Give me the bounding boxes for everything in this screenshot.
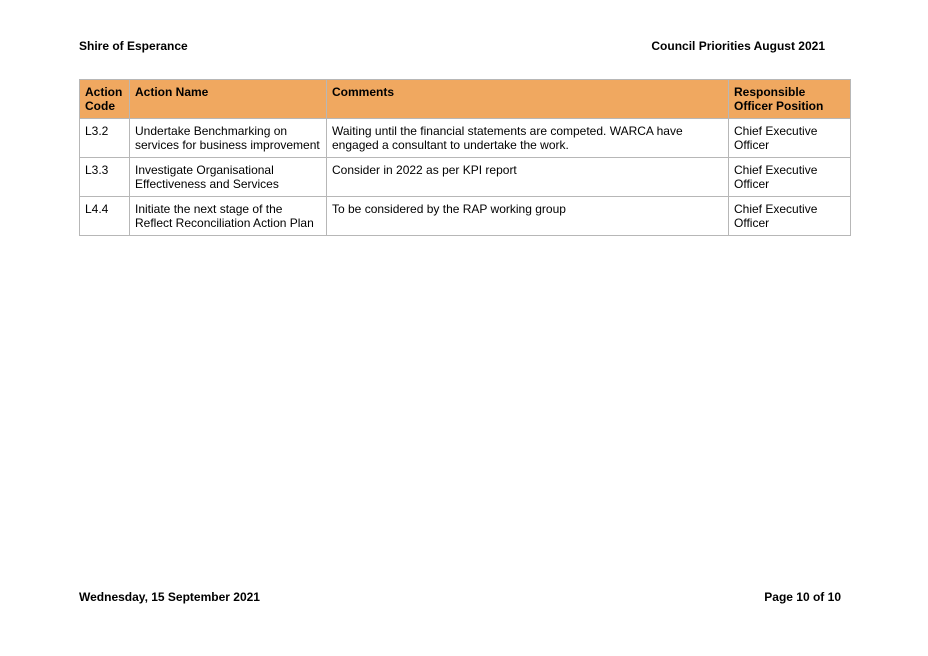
action-code-cell: L3.3 bbox=[80, 158, 130, 197]
column-header-action-code: Action Code bbox=[80, 80, 130, 119]
column-header-comments: Comments bbox=[327, 80, 729, 119]
column-header-responsible-officer: Responsible Officer Position bbox=[729, 80, 851, 119]
officer-cell: Chief Executive Officer bbox=[729, 197, 851, 236]
column-header-action-name: Action Name bbox=[130, 80, 327, 119]
officer-cell: Chief Executive Officer bbox=[729, 119, 851, 158]
priorities-table bbox=[79, 79, 851, 236]
footer-date: Wednesday, 15 September 2021 bbox=[79, 590, 260, 604]
page-number: Page 10 of 10 bbox=[764, 590, 841, 604]
comments-cell: Waiting until the financial statements are competed. WARCA have engaged a consultant to undertake the work. bbox=[327, 119, 729, 158]
organisation-name: Shire of Esperance bbox=[79, 39, 188, 53]
table-row bbox=[80, 158, 851, 197]
action-code-cell: L4.4 bbox=[80, 197, 130, 236]
action-name-cell: Investigate Organisational Effectiveness and Services bbox=[130, 158, 327, 197]
table-row bbox=[80, 197, 851, 236]
table-row bbox=[80, 119, 851, 158]
action-name-cell: Undertake Benchmarking on services for business improvement bbox=[130, 119, 327, 158]
table-header-row bbox=[80, 80, 851, 119]
comments-cell: Consider in 2022 as per KPI report bbox=[327, 158, 729, 197]
action-code-cell: L3.2 bbox=[80, 119, 130, 158]
action-name-cell: Initiate the next stage of the Reflect Reconciliation Action Plan bbox=[130, 197, 327, 236]
comments-cell: To be considered by the RAP working group bbox=[327, 197, 729, 236]
report-title: Council Priorities August 2021 bbox=[651, 39, 825, 53]
officer-cell: Chief Executive Officer bbox=[729, 158, 851, 197]
